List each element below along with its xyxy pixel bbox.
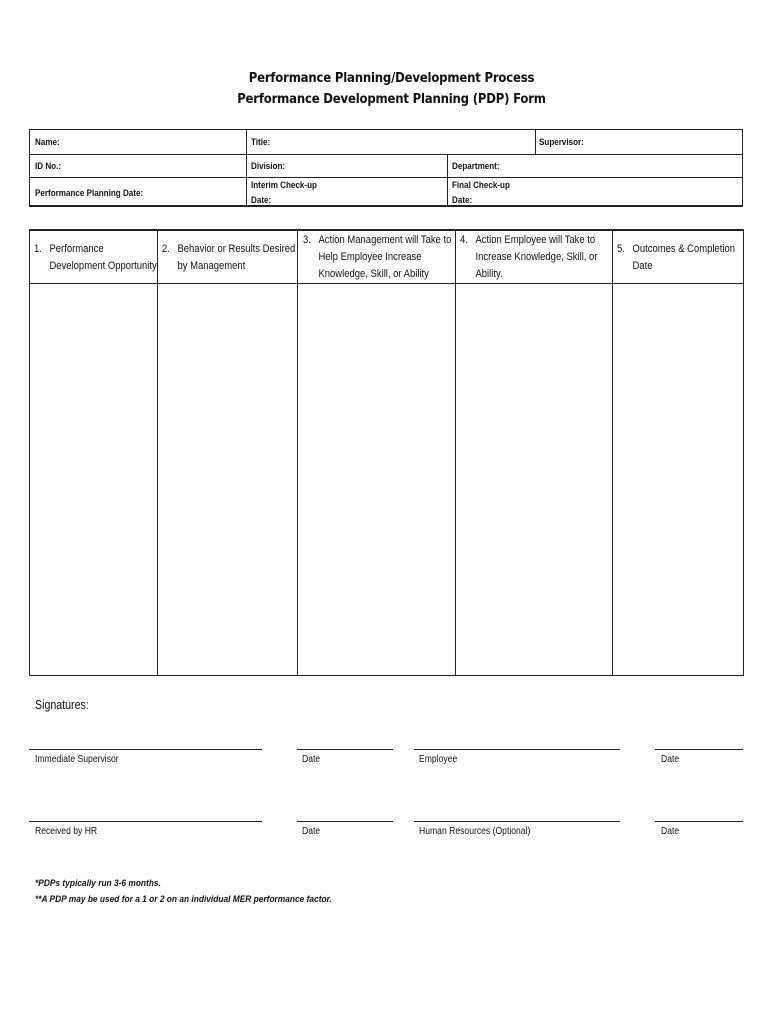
row-divider <box>30 154 742 155</box>
supervisor-label: Supervisor: <box>539 137 584 148</box>
pdp-grid <box>29 229 744 676</box>
col-divider <box>157 231 158 676</box>
signature-line <box>655 749 743 750</box>
col-divider <box>246 130 247 206</box>
col-divider <box>297 231 298 676</box>
column-title: Outcomes & Completion <box>632 243 736 255</box>
column-title: Date <box>632 260 653 272</box>
col-divider <box>535 130 536 154</box>
column-header-5 <box>617 241 735 275</box>
title-label: Title: <box>251 137 271 148</box>
date-label: Date <box>302 826 321 837</box>
signature-line <box>414 821 620 822</box>
column-number: 5. <box>617 243 625 255</box>
col-divider <box>612 231 613 676</box>
signatures-heading: Signatures: <box>35 698 89 712</box>
column-title: Development Opportunity <box>49 260 157 272</box>
column-title: by Management <box>177 260 246 272</box>
immediate-supervisor-label: Immediate Supervisor <box>35 754 119 765</box>
row-divider <box>30 177 742 178</box>
footnote-pdp-usage: **A PDP may be used for a 1 or 2 on an individual MER performance factor. <box>35 894 332 905</box>
final-checkup-label: Final Check-up <box>452 180 510 191</box>
col-divider <box>455 231 456 676</box>
final-date-label: Date: <box>452 195 473 206</box>
name-label: Name: <box>35 137 60 148</box>
column-header-3 <box>303 232 451 283</box>
signature-line <box>414 749 620 750</box>
human-resources-label: Human Resources (Optional) <box>419 826 531 837</box>
id-label: ID No.: <box>35 161 62 172</box>
column-header-1 <box>34 241 157 275</box>
column-number: 2. <box>162 243 170 255</box>
column-title: Increase Knowledge, Skill, or <box>475 251 598 263</box>
column-title: Action Employee will Take to <box>475 234 596 246</box>
form-subtitle: Performance Development Planning (PDP) Form <box>237 92 546 107</box>
footnote-pdp-duration: *PDPs typically run 3-6 months. <box>35 878 161 889</box>
interim-date-label: Date: <box>251 195 272 206</box>
column-header-2 <box>162 241 295 275</box>
received-by-hr-label: Received by HR <box>35 826 98 837</box>
column-title: Performance <box>49 243 104 255</box>
date-label: Date <box>302 754 321 765</box>
column-number: 4. <box>460 234 468 246</box>
col-divider <box>447 154 448 206</box>
column-title: Knowledge, Skill, or Ability <box>318 268 429 280</box>
date-label: Date <box>661 754 680 765</box>
signature-line <box>655 821 743 822</box>
employee-info-table <box>29 129 743 207</box>
column-title: Behavior or Results Desired <box>177 243 296 255</box>
signature-line <box>297 749 393 750</box>
column-number: 3. <box>303 234 311 246</box>
department-label: Department: <box>452 161 500 172</box>
planning-date-label: Performance Planning Date: <box>35 188 144 199</box>
signature-line <box>29 821 262 822</box>
column-number: 1. <box>34 243 42 255</box>
signature-line <box>29 749 262 750</box>
header-divider <box>30 283 743 284</box>
column-title: Help Employee Increase <box>318 251 422 263</box>
division-label: Division: <box>251 161 286 172</box>
column-title: Action Management will Take to <box>318 234 452 246</box>
interim-checkup-label: Interim Check-up <box>251 180 317 191</box>
column-header-4 <box>460 232 597 283</box>
employee-label: Employee <box>419 754 458 765</box>
signature-line <box>297 821 393 822</box>
form-title: Performance Planning/Development Process <box>248 71 535 86</box>
column-title: Ability. <box>475 268 503 280</box>
date-label: Date <box>661 826 680 837</box>
